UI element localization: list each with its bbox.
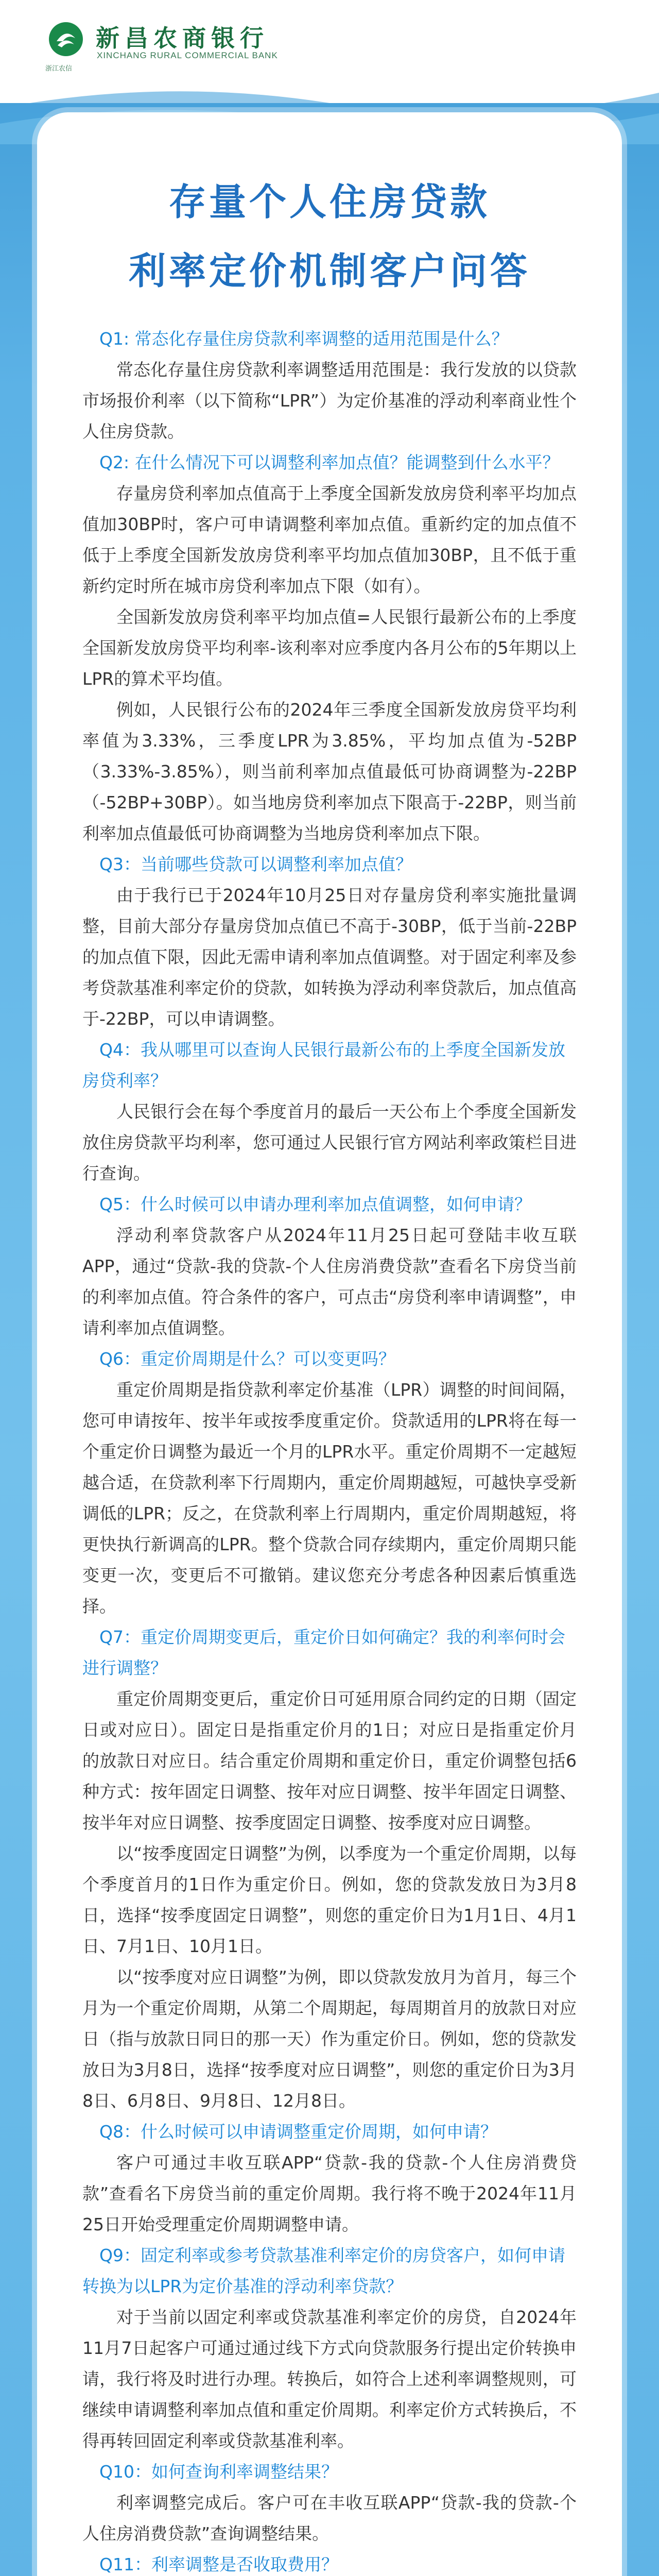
question-10: Q10：如何查询利率调整结果？ — [99, 2462, 338, 2482]
bank-sub-label: 浙江农信 — [45, 65, 73, 73]
answer-2-para-2: 全国新发放房贷利率平均加点值=人民银行最新公布的上季度全国新发放房贷平均利率-该利率对应季度内各月公布的5年期以上LPR的算术平均值。 — [82, 607, 577, 689]
question-9: Q9：固定利率或参考贷款基准利率定价的房贷客户，如何申请转换为以LPR为定价基准的浮动利率贷款？ — [82, 2245, 565, 2296]
answer-2-para-1: 存量房贷利率加点值高于上季度全国新发放房贷利率平均加点值加30BP时，客户可申请调整利率加点值。重新约定的加点值不低于上季度全国新发放房贷利率平均加点值加30BP，且不低于重新约定时所在城市房贷利率加点下限（如有）。 — [82, 483, 577, 596]
qa-card — [37, 112, 622, 2576]
question-3: Q3：当前哪些贷款可以调整利率加点值？ — [99, 854, 412, 874]
answer-1-para-1: 常态化存量住房贷款利率调整适用范围是：我行发放的以贷款市场报价利率（以下简称“LPR”）为定价基准的浮动利率商业性个人住房贷款。 — [82, 360, 577, 442]
answer-5-para-1: 浮动利率贷款客户从2024年11月25日起可登陆丰收互联APP，通过“贷款-我的贷款-个人住房消费贷款”查看名下房贷当前的利率加点值。符合条件的客户，可点击“房贷利率申请调整”，申请利率加点值调整。 — [82, 1225, 577, 1338]
page-title-line2: 利率定价机制客户问答 — [128, 249, 530, 293]
answer-8-para-1: 客户可通过丰收互联APP“贷款-我的贷款-个人住房消费贷款”查看名下房贷当前的重定价周期。我行将不晚于2024年11月25日开始受理重定价周期调整申请。 — [82, 2153, 577, 2234]
question-4: Q4：我从哪里可以查询人民银行最新公布的上季度全国新发放房贷利率？ — [82, 1040, 565, 1091]
answer-4-para-1: 人民银行会在每个季度首月的最后一天公布上个季度全国新发放住房贷款平均利率，您可通过人民银行官方网站利率政策栏目进行查询。 — [82, 1101, 577, 1183]
question-11: Q11：利率调整是否收取费用？ — [99, 2554, 338, 2574]
bank-name-cn: 新昌农商银行 — [96, 24, 269, 52]
bank-logo-icon — [47, 21, 84, 58]
question-8: Q8：什么时候可以申请调整重定价周期，如何申请？ — [99, 2122, 497, 2142]
answer-9-para-1: 对于当前以固定利率或贷款基准利率定价的房贷，自2024年11月7日起客户可通过通过线下方式向贷款服务行提出定价转换申请，我行将及时进行办理。转换后，如符合上述利率调整规则，可继续申请调整利率加点值和重定价周期。利率定价方式转换后，不得再转回固定利率或贷款基准利率。 — [82, 2307, 577, 2451]
answer-6-para-1: 重定价周期是指贷款利率定价基准（LPR）调整的时间间隔，您可申请按年、按半年或按季度重定价。贷款适用的LPR将在每一个重定价日调整为最近一个月的LPR水平。重定价周期不一定越短越合适，在贷款利率下行周期内，重定价周期越短，可越快享受新调低的LPR；反之，在贷款利率上行周期内，重定价周期越短，将更快执行新调高的LPR。整个贷款合同存续期内，重定价周期只能变更一次，变更后不可撤销。建议您充分考虑各种因素后慎重选择。 — [82, 1380, 577, 1616]
answer-7-para-1: 重定价周期变更后，重定价日可延用原合同约定的日期（固定日或对应日）。固定日是指重定价月的1日；对应日是指重定价月的放款日对应日。结合重定价周期和重定价日，重定价调整包括6种方式：按年固定日调整、按年对应日调整、按半年固定日调整、按半年对应日调整、按季度固定日调整、按季度对应日调整。 — [82, 1689, 577, 1833]
answer-3-para-1: 由于我行已于2024年10月25日对存量房贷利率实施批量调整，目前大部分存量房贷加点值已不高于-30BP，低于当前-22BP的加点值下限，因此无需申请利率加点值调整。对于固定利率及参考贷款基准利率定价的贷款，如转换为浮动利率贷款后，加点值高于-22BP，可以申请调整。 — [82, 885, 577, 1029]
qa-content — [82, 324, 577, 2576]
answer-7-para-3: 以“按季度对应日调整”为例，即以贷款发放月为首月，每三个月为一个重定价周期，从第二个周期起，每周期首月的放款日对应日（指与放款日同日的那一天）作为重定价日。例如，您的贷款发放日为3月8日，选择“按季度对应日调整”，则您的重定价日为3月8日、6月8日、9月8日、12月8日。 — [82, 1967, 577, 2111]
page-title-line1: 存量个人住房贷款 — [168, 180, 490, 224]
question-6: Q6：重定价周期是什么？可以变更吗？ — [99, 1349, 395, 1369]
answer-2-para-3: 例如，人民银行公布的2024年三季度全国新发放房贷平均利率值为3.33%，三季度LPR为3.85%，平均加点值为-52BP（3.33%-3.85%），则当前利率加点值最低可协商调整为-22BP（-52BP+30BP）。如当地房贷利率加点下限高于-22BP，则当前利率加点值最低可协商调整为当地房贷利率加点下限。 — [82, 700, 577, 843]
answer-7-para-2: 以“按季度固定日调整”为例，以季度为一个重定价周期，以每个季度首月的1日作为重定价日。例如，您的贷款发放日为3月8日，选择“按季度固定日调整”，则您的重定价日为1月1日、4月1日、7月1日、10月1日。 — [82, 1843, 577, 1956]
answer-10-para-1: 利率调整完成后。客户可在丰收互联APP“贷款-我的贷款-个人住房消费贷款”查询调整结果。 — [82, 2493, 577, 2544]
question-2: Q2: 在什么情况下可以调整利率加点值？能调整到什么水平？ — [99, 452, 560, 472]
question-5: Q5：什么时候可以申请办理利率加点值调整，如何申请？ — [99, 1194, 531, 1214]
question-7: Q7：重定价周期变更后，重定价日如何确定？我的利率何时会进行调整？ — [82, 1627, 565, 1678]
bank-name-en: XINCHANG RURAL COMMERCIAL BANK — [97, 50, 278, 60]
question-1: Q1: 常态化存量住房贷款利率调整的适用范围是什么？ — [99, 329, 509, 349]
